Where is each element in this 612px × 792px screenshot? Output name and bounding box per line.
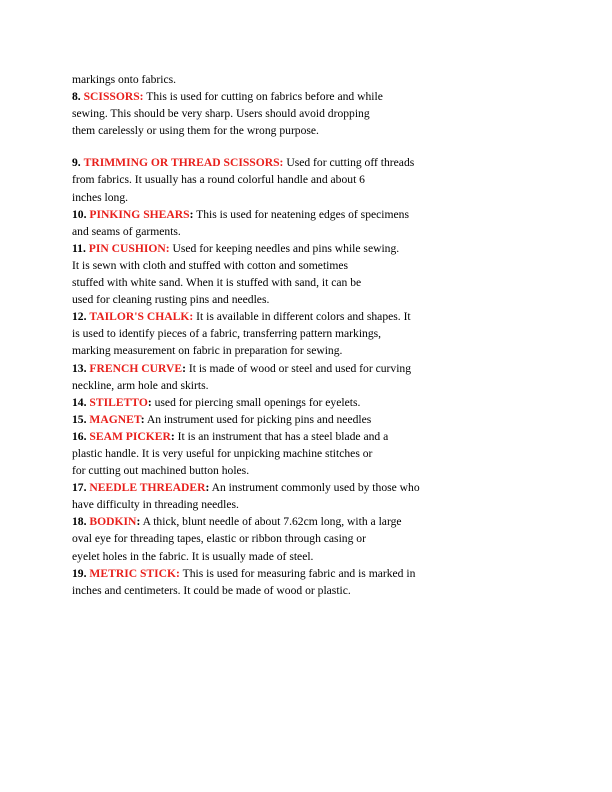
definition-first-line <box>72 308 472 325</box>
term-label: TAILOR'S CHALK: <box>89 310 194 324</box>
term-label: BODKIN <box>89 515 137 529</box>
term-description: It is an instrument that has a steel blade and a <box>174 429 389 443</box>
item-number: 11. <box>72 241 86 255</box>
definition-continuation-line: inches long. <box>72 190 129 204</box>
item-number: 8. <box>72 90 81 104</box>
term-colon: : <box>205 481 210 495</box>
term-description: Used for cutting off threads <box>283 156 415 170</box>
definition-first-line <box>72 479 472 496</box>
intro-line: markings onto fabrics. <box>72 73 176 86</box>
term-label: NEEDLE THREADER <box>89 481 206 495</box>
item-number: 9. <box>72 156 81 170</box>
term-label: TRIMMING OR THREAD SCISSORS: <box>83 156 284 170</box>
definition-entry <box>72 308 472 359</box>
definition-continuation-line: them carelessly or using them for the wrong purpose. <box>72 124 319 138</box>
definition-entry <box>72 206 472 240</box>
item-number: 12. <box>72 310 87 324</box>
definition-entry <box>72 240 472 308</box>
definition-continuation-line: It is sewn with cloth and stuffed with cotton and sometimes <box>72 258 349 272</box>
definition-first-line <box>72 565 472 582</box>
term-label: PINKING SHEARS <box>89 207 190 221</box>
term-label: MAGNET <box>89 412 141 426</box>
term-label: METRIC STICK: <box>89 566 180 580</box>
term-label: FRENCH CURVE <box>89 361 183 375</box>
term-colon: : <box>182 361 186 375</box>
definition-first-line <box>72 154 472 171</box>
definition-entry <box>72 360 472 394</box>
document-page <box>72 71 472 599</box>
term-colon: : <box>140 412 145 426</box>
term-description: A thick, blunt needle of about 7.62cm long, with a large <box>140 515 402 529</box>
definition-first-line <box>72 88 472 105</box>
term-label: SCISSORS: <box>83 90 144 104</box>
definition-list <box>72 88 472 599</box>
term-description: used for piercing small openings for eyelets. <box>151 395 361 409</box>
definition-first-line <box>72 513 472 530</box>
definition-entry <box>72 411 472 428</box>
definition-continuation-line: from fabrics. It usually has a round colorful handle and about 6 <box>72 173 365 187</box>
definition-entry <box>72 479 472 513</box>
item-number: 10. <box>72 207 87 221</box>
term-colon: : <box>147 395 152 409</box>
definition-entry <box>72 565 472 599</box>
item-number: 15. <box>72 412 87 426</box>
item-number: 18. <box>72 515 87 529</box>
definition-entry <box>72 428 472 479</box>
term-description: It is available in different colors and shapes. It <box>193 310 411 324</box>
definition-first-line <box>72 428 472 445</box>
term-description: This is used for measuring fabric and is marked in <box>179 566 416 580</box>
definition-continuation-line: and seams of garments. <box>72 224 181 238</box>
term-description: Used for keeping needles and pins while sewing. <box>169 241 400 255</box>
term-description: This is used for neatening edges of specimens <box>193 207 409 221</box>
definition-first-line <box>72 411 472 428</box>
definition-continuation-line: oval eye for threading tapes, elastic or ribbon through casing or <box>72 532 366 546</box>
term-description: This is used for cutting on fabrics before and while <box>143 90 383 104</box>
definition-first-line <box>72 206 472 223</box>
definition-continuation-line: used for cleaning rusting pins and needles. <box>72 293 270 307</box>
item-number: 17. <box>72 481 87 495</box>
definition-continuation-line: have difficulty in threading needles. <box>72 498 239 512</box>
item-number: 13. <box>72 361 87 375</box>
definition-continuation-line: sewing. This should be very sharp. Users should avoid dropping <box>72 107 370 121</box>
term-colon: : <box>189 207 194 221</box>
definition-continuation-line: eyelet holes in the fabric. It is usually made of steel. <box>72 549 314 563</box>
definition-first-line <box>72 360 472 377</box>
definition-entry <box>72 513 472 564</box>
term-description: It is made of wood or steel and used for curving <box>185 361 412 375</box>
definition-continuation-line: neckline, arm hole and skirts. <box>72 378 209 392</box>
term-label: SEAM PICKER <box>89 429 171 443</box>
definition-continuation-line: is used to identify pieces of a fabric, transferring pattern markings, <box>72 327 382 341</box>
definition-continuation-line: plastic handle. It is very useful for unpicking machine stitches or <box>72 446 373 460</box>
definition-first-line <box>72 394 472 411</box>
term-colon: : <box>136 515 141 529</box>
definition-continuation-line: for cutting out machined button holes. <box>72 464 250 478</box>
definition-continuation-line: marking measurement on fabric in preparation for sewing. <box>72 344 343 358</box>
definition-entry <box>72 88 472 139</box>
definition-entry <box>72 394 472 411</box>
item-number: 14. <box>72 395 87 409</box>
term-label: PIN CUSHION: <box>88 241 170 255</box>
definition-continuation-line: inches and centimeters. It could be made of wood or plastic. <box>72 583 351 597</box>
term-description: An instrument commonly used by those who <box>209 481 420 495</box>
term-label: STILETTO <box>89 395 148 409</box>
definition-continuation-line: stuffed with white sand. When it is stuffed with sand, it can be <box>72 276 362 290</box>
item-number: 16. <box>72 429 87 443</box>
term-colon: : <box>170 429 175 443</box>
definition-entry <box>72 154 472 205</box>
paragraph-gap <box>72 139 472 154</box>
term-description: An instrument used for picking pins and needles <box>144 412 372 426</box>
item-number: 19. <box>72 566 87 580</box>
definition-first-line <box>72 240 472 257</box>
